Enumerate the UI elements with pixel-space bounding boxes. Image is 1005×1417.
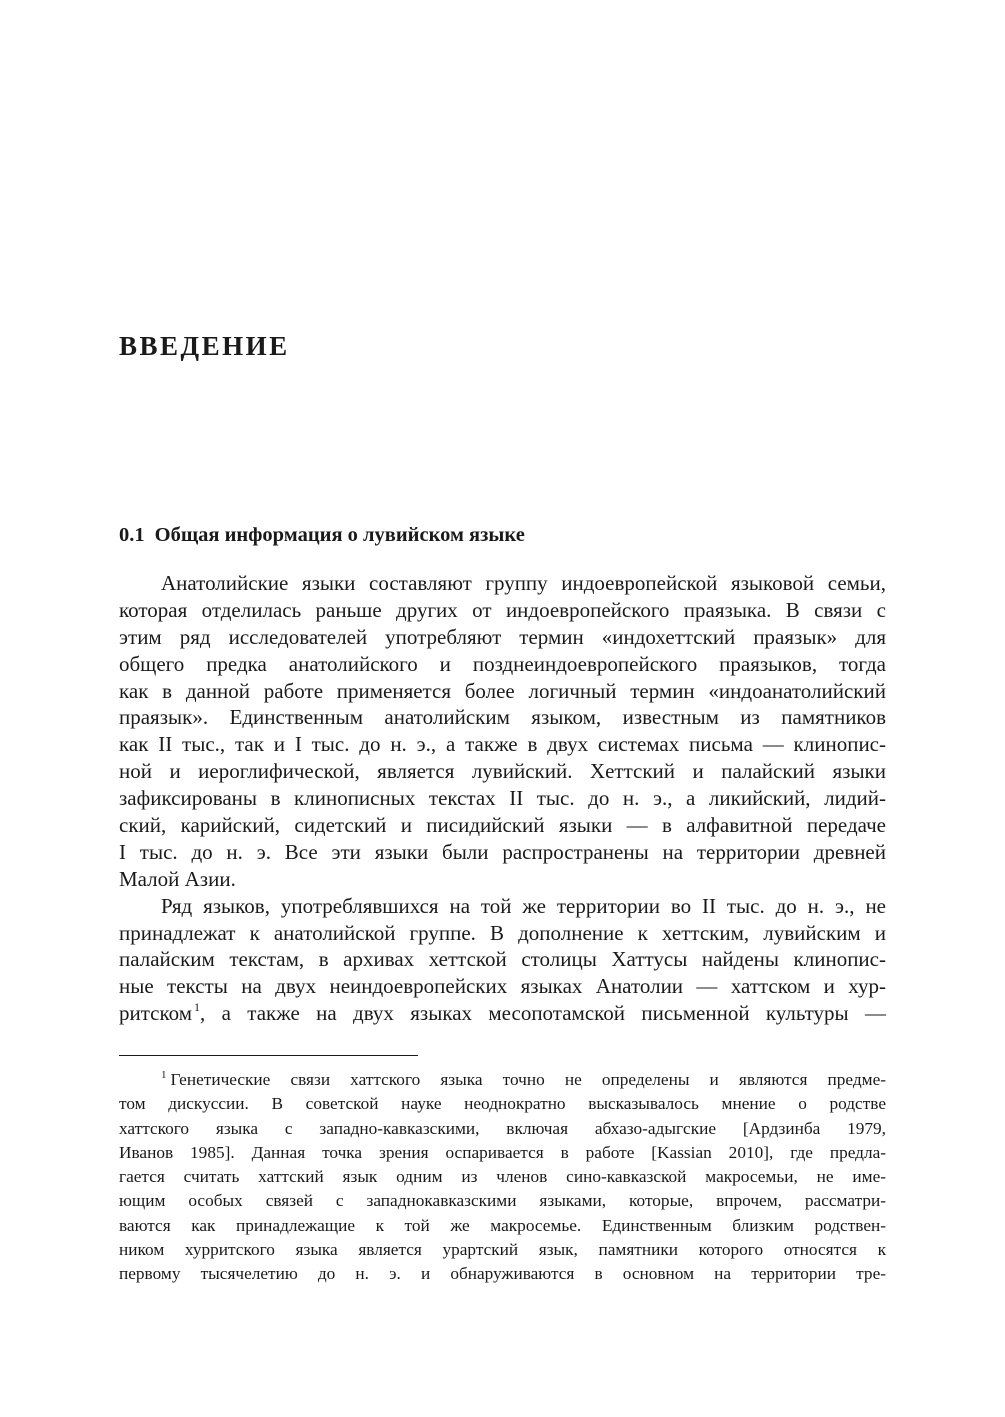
body-line: ные тексты на двух неиндоевропейских языках Анатолии — хаттском и хур- (119, 974, 886, 999)
body-line: ский, карийский, сидетский и писидийский языки — в алфавитной передаче (119, 813, 886, 838)
body-line-with-footnote-ref (119, 1000, 886, 1027)
body-line: общего предка анатолийского и позднеиндоевропейского праязыков, тогда (119, 651, 886, 676)
body-text (119, 570, 886, 1027)
body-line: ной и иероглифической, является лувийский. Хеттский и палайский языки (119, 759, 886, 784)
footnote-line: Иванов 1985]. Данная точка зрения оспаривается в работе [Kassian 2010], где предла- (119, 1142, 886, 1162)
footnote (119, 1068, 886, 1287)
body-text-fragment: , а также на двух языках месопотамской письменной культуры — (200, 1001, 886, 1026)
body-line: принадлежат к анатолийской группе. В дополнение к хеттским, лувийским и (119, 920, 886, 945)
body-text-fragment: ритском (119, 1001, 193, 1026)
body-line: этим ряд исследователей употребляют термин «индохеттский праязык» для (119, 624, 886, 649)
footnote-separator (119, 1055, 418, 1056)
footnote-line: ваются как принадлежащие к той же макросемье. Единственным близким родствен- (119, 1215, 886, 1235)
footnote-line: том дискуссии. В советской науке неоднократно высказывалось мнение о родстве (119, 1094, 886, 1114)
body-line: как в данной работе применяется более логичный термин «индоанатолийский (119, 678, 886, 703)
section-title: Общая информация о лувийском языке (154, 524, 525, 546)
body-line: I тыс. до н. э. Все эти языки были распространены на территории древней (119, 839, 886, 864)
footnote-line: ющим особых связей с западнокавказскими языками, которые, впрочем, рассматри- (119, 1191, 886, 1211)
footnote-line: ником хурритского языка является урартский язык, памятники которого относятся к (119, 1240, 886, 1260)
body-line: Ряд языков, употреблявшихся на той же территории во II тыс. до н. э., не (161, 893, 886, 918)
section-heading (119, 522, 525, 548)
body-line: Малой Азии. (119, 866, 236, 891)
body-line: как II тыс., так и I тыс. до н. э., а также в двух системах письма — клинопис- (119, 732, 886, 757)
body-line: палайским текстам, в архивах хеттской столицы Хаттусы найдены клинопис- (119, 947, 886, 972)
body-line: праязык». Единственным анатолийским языком, известным из памятников (119, 705, 886, 730)
footnote-mark: 1 (161, 1069, 167, 1081)
footnote-line (119, 1068, 886, 1092)
body-line: Анатолийские языки составляют группу индоевропейской языковой семьи, (161, 571, 886, 595)
footnote-line: гается считать хаттский язык одним из членов сино-кавказской макросемьи, не име- (119, 1167, 886, 1187)
body-line: зафиксированы в клинописных текстах II тыс. до н. э., а ликийский, лидий- (119, 786, 886, 811)
footnote-line: первому тысячелетию до н. э. и обнаруживаются в основном на территории тре- (119, 1264, 886, 1284)
footnote-line: хаттского языка с западно-кавказскими, включая абхазо-адыгские [Ардзинба 1979, (119, 1118, 886, 1138)
footnote-text: Генетические связи хаттского языка точно не определены и являются предме- (170, 1070, 886, 1089)
chapter-title: ВВЕДЕНИЕ (119, 331, 290, 361)
footnote-reference[interactable]: 1 (194, 1000, 201, 1015)
section-number: 0.1 (119, 524, 145, 546)
body-line: которая отделилась раньше других от индоевропейского праязыка. В связи с (119, 597, 886, 622)
